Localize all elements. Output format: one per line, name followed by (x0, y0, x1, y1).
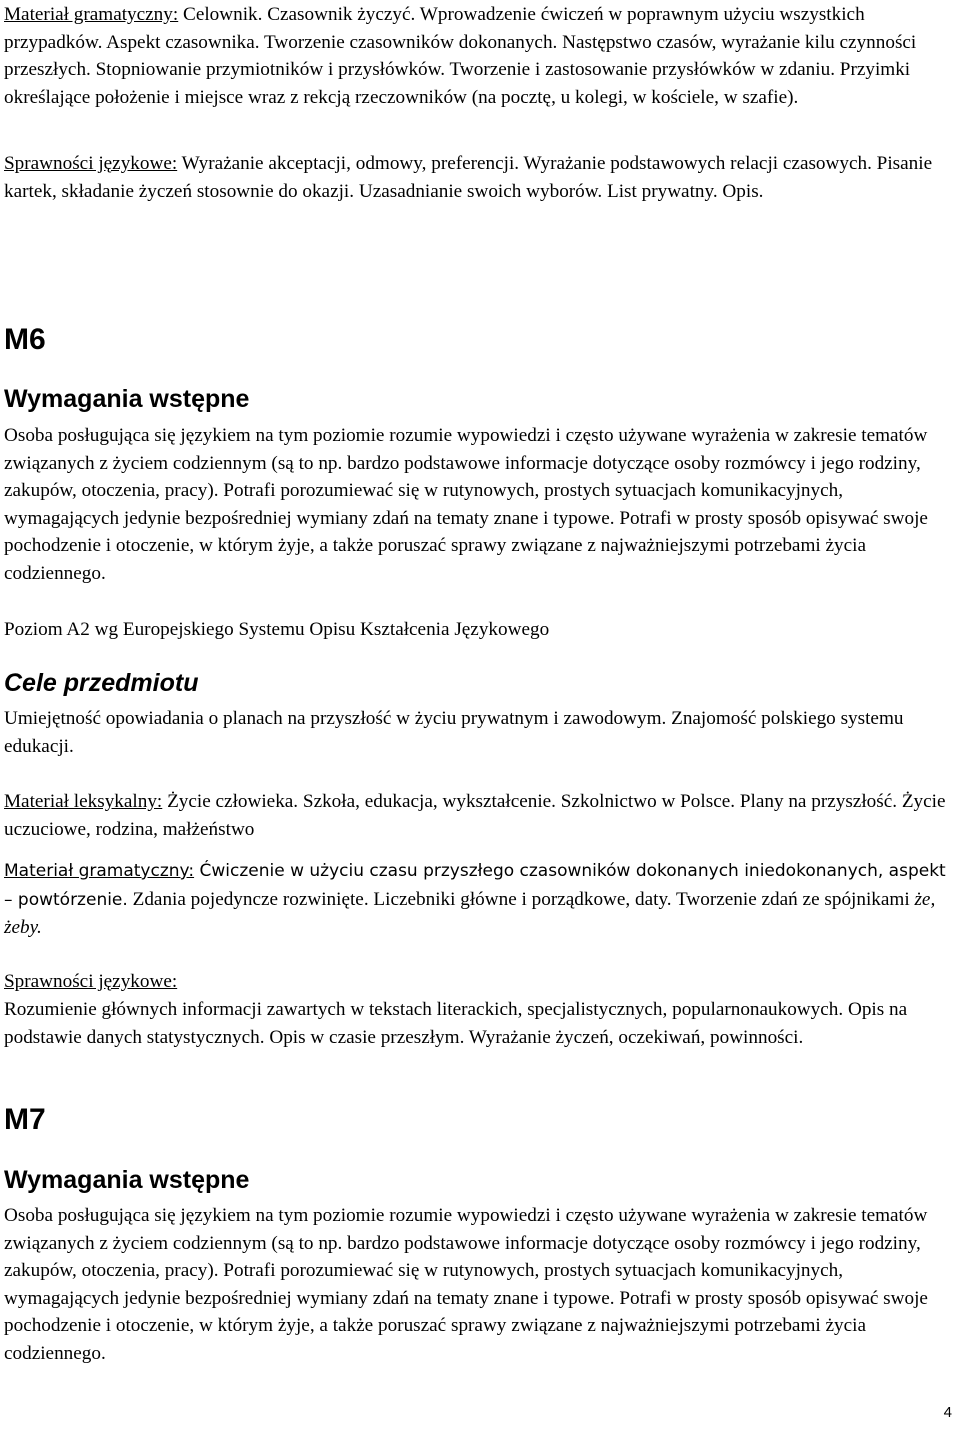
m6-requirements-paragraph: Osoba posługująca się językiem na tym poziomie rozumie wypowiedzi i często używane wyrażenia w zakresie tematów związanych z życiem codziennym (są to np. bardzo podstawowe informacje dotyczące osoby rozmówcy i jego rodziny, zakupów, otoczenia, pracy). Potrafi porozumiewać się w rutynowych, prostych sytuacjach komunikacyjnych, wymagających jedynie bezpośredniej wymiany zdań na tematy znane i typowe. Potrafi w prosty sposób opisywać swoje pochodzenie i otoczenie, w którym żyje, a także poruszać sprawy związane z najważniejszymi potrzebami życia codziennego. (4, 425, 928, 584)
module-heading-m7: M7 (4, 1103, 46, 1136)
intro-skills-label: Sprawności językowe: (4, 153, 178, 174)
m6-grammar-serif-text: Zdania pojedyncze rozwinięte. Liczebniki główne i porządkowe, daty. Tworzenie zdań ze spójnikami (127, 888, 915, 910)
intro-skills-text: Wyrażanie akceptacji, odmowy, preferencji. Wyrażanie podstawowych relacji czasowych. Pisanie kartek, składanie życzeń stosownie do okazji. Uzasadnianie swoich wyborów. List prywatny. Opis. (4, 153, 933, 202)
m6-lexical-label: Materiał leksykalny: (4, 791, 163, 812)
m7-requirements-heading: Wymagania wstępne (4, 1166, 250, 1194)
page-number: 4 (943, 1404, 952, 1421)
m6-skills-label: Sprawności językowe: (4, 971, 178, 992)
intro-skills-paragraph (4, 150, 954, 205)
m6-skills-label-line (4, 968, 954, 996)
m7-requirements-paragraph: Osoba posługująca się językiem na tym poziomie rozumie wypowiedzi i często używane wyrażenia w zakresie tematów związanych z życiem codziennym (są to np. bardzo podstawowe informacje dotyczące osoby rozmówcy i jego rodziny, zakupów, otoczenia, pracy). Potrafi porozumiewać się w rutynowych, prostych sytuacjach komunikacyjnych, wymagających jedynie bezpośredniej wymiany zdań na tematy znane i typowe. Potrafi w prosty sposób opisywać swoje pochodzenie i otoczenie, w którym żyje, a także poruszać sprawy związane z najważniejszymi potrzebami życia codziennego. (4, 1205, 928, 1364)
m6-lexical-paragraph (4, 788, 954, 843)
intro-grammar-paragraph (4, 1, 954, 111)
intro-grammar-label: Materiał gramatyczny: (4, 4, 179, 25)
m6-skills-paragraph: Rozumienie głównych informacji zawartych w tekstach literackich, specjalistycznych, popularnonaukowych. Opis na podstawie danych statystycznych. Opis w czasie przeszłym. Wyrażanie życzeń, oczekiwań, powinności. (4, 999, 908, 1048)
m6-grammar-label: Materiał gramatyczny: (4, 861, 195, 881)
m6-requirements-heading: Wymagania wstępne (4, 385, 250, 413)
m6-grammar-italic-text: że, żeby. (4, 888, 936, 939)
m6-goals-heading: Cele przedmiotu (4, 669, 199, 697)
m6-goals-paragraph: Umiejętność opowiadania o planach na przyszłość w życiu prywatnym i zawodowym. Znajomość polskiego systemu edukacji. (4, 708, 904, 757)
intro-grammar-text: Celownik. Czasownik życzyć. Wprowadzenie ćwiczeń w poprawnym użyciu wszystkich przypadków. Aspekt czasownika. Tworzenie czasowników dokonanych. Następstwo czasów, wyrażanie kilu czynności przeszłych. Stopniowanie przymiotników i przysłówków. Tworzenie i zastosowanie przysłówków w zdaniu. Przyimki określające położenie i miejsce wraz z rekcją rzeczowników (na pocztę, u kolegi, w kościele, w szafie). (4, 4, 917, 108)
m6-grammar-paragraph (4, 857, 954, 942)
m6-lexical-text: Życie człowieka. Szkoła, edukacja, wykształcenie. Szkolnictwo w Polsce. Plany na przyszłość. Życie uczuciowe, rodzina, małżeństwo (4, 791, 946, 840)
module-heading-m6: M6 (4, 323, 46, 356)
m6-level-paragraph: Poziom A2 wg Europejskiego Systemu Opisu Kształcenia Językowego (4, 619, 550, 640)
m6-grammar-sans-text: Ćwiczenie w użyciu czasu przyszłego czasowników dokonanych iniedokonanych, aspekt – powtórzenie. (4, 861, 946, 910)
